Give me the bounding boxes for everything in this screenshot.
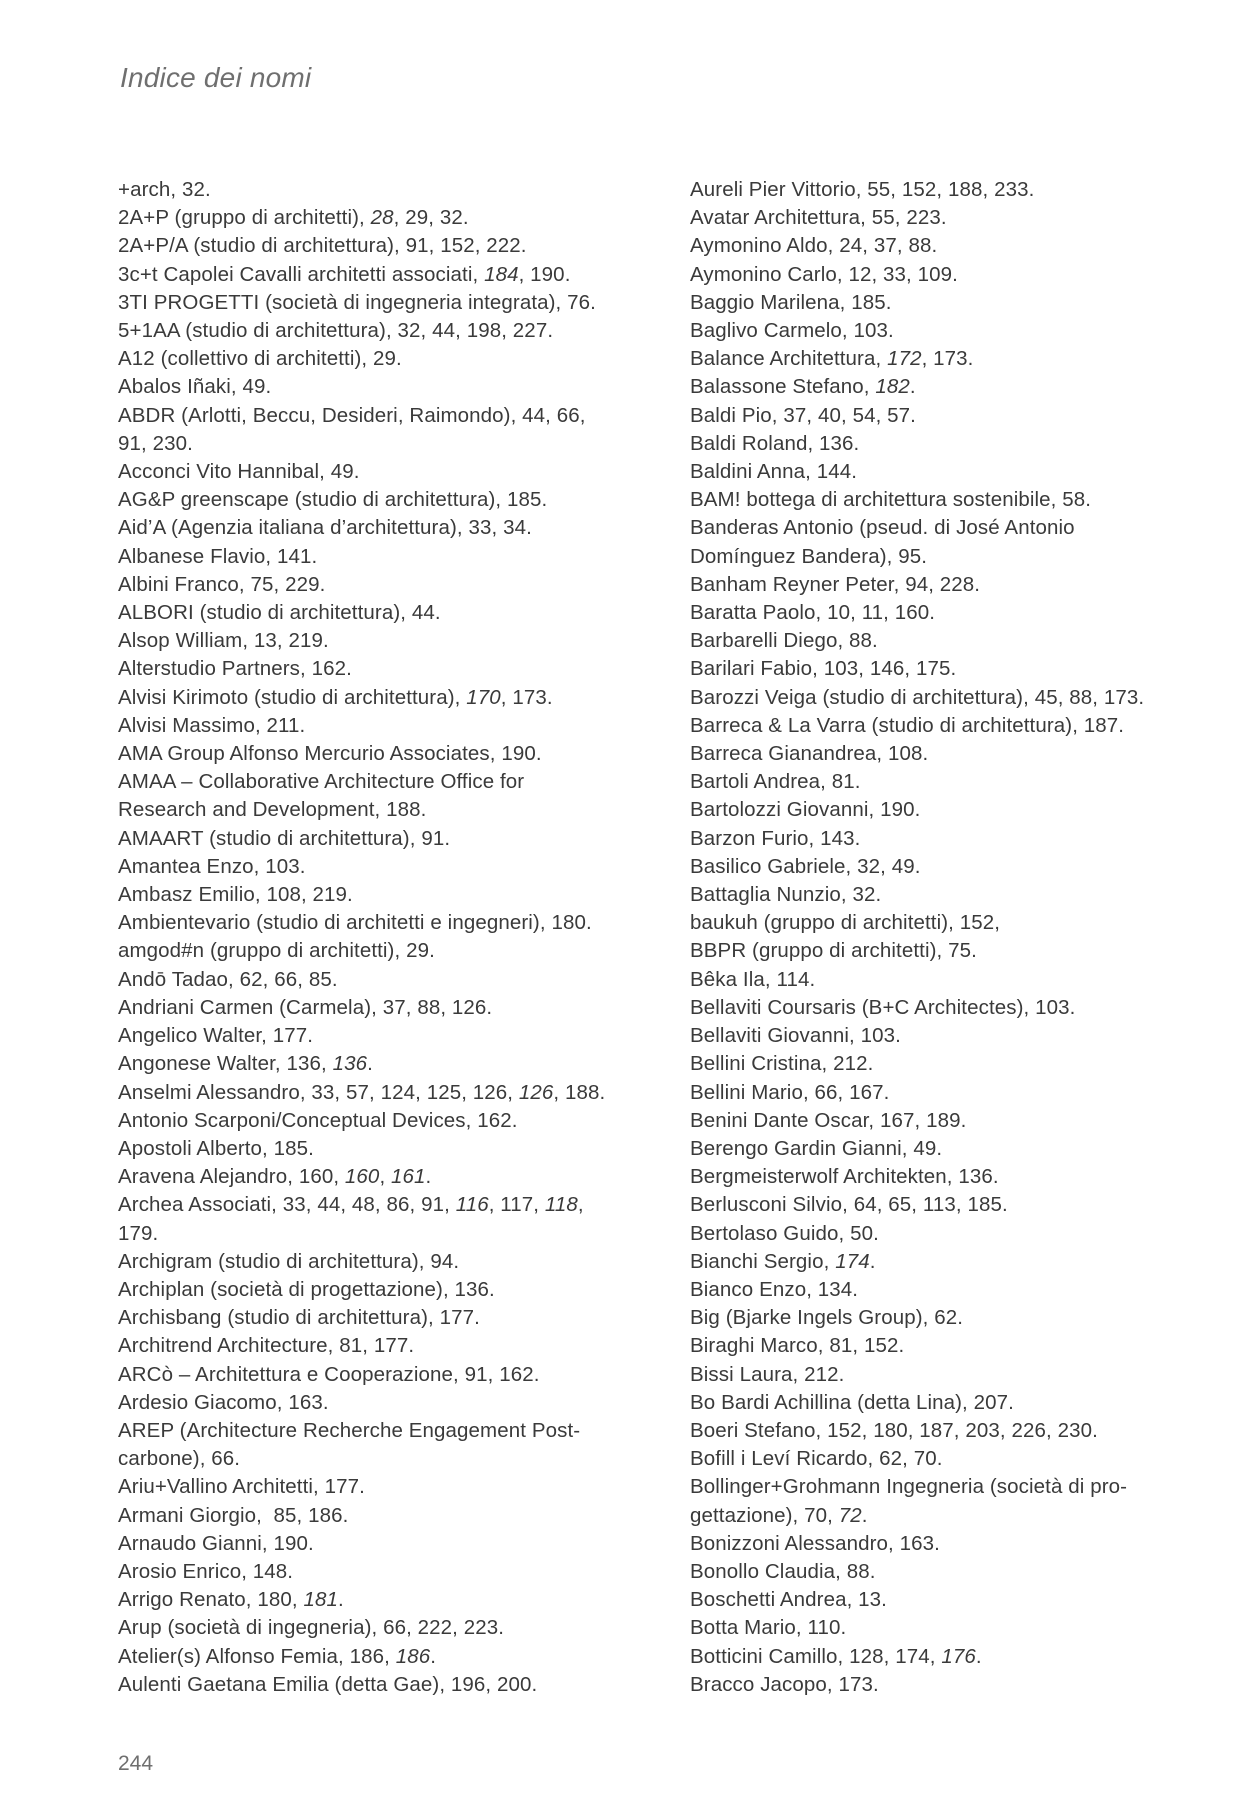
index-entry-text: amgod#n (gruppo di architetti), 29. bbox=[118, 939, 435, 963]
index-entry-text: AMA Group Alfonso Mercurio Associates, 190. bbox=[118, 742, 542, 766]
index-entry-text: BAM! bottega di architettura sostenibile, 58. bbox=[690, 488, 1092, 512]
index-line bbox=[118, 1079, 605, 1107]
index-pageref-italic: 182 bbox=[875, 375, 910, 399]
index-line bbox=[118, 599, 605, 627]
index-line bbox=[690, 966, 1144, 994]
index-entry-text: . bbox=[367, 1052, 373, 1076]
index-entry-text: Arup (società di ingegneria), 66, 222, 223. bbox=[118, 1616, 505, 1640]
index-entry-text: AG&P greenscape (studio di architettura), 185. bbox=[118, 488, 548, 512]
index-line bbox=[118, 261, 605, 289]
index-entry-text: Barreca Gianandrea, 108. bbox=[690, 742, 929, 766]
index-line bbox=[690, 373, 1144, 401]
index-line bbox=[690, 317, 1144, 345]
index-line bbox=[690, 909, 1144, 937]
index-entry-text: Bergmeisterwolf Architekten, 136. bbox=[690, 1165, 999, 1189]
index-entry-text: Aulenti Gaetana Emilia (detta Gae), 196, 200. bbox=[118, 1672, 538, 1696]
index-line bbox=[118, 937, 605, 965]
index-entry-text: Alvisi Kirimoto (studio di architettura), bbox=[118, 685, 467, 709]
index-entry-text: Archisbang (studio di architettura), 177. bbox=[118, 1306, 480, 1330]
index-entry-text: Aymonino Carlo, 12, 33, 109. bbox=[690, 262, 958, 286]
index-entry-text: , bbox=[379, 1165, 392, 1189]
index-line bbox=[118, 1248, 605, 1276]
index-line bbox=[118, 1417, 605, 1445]
index-line bbox=[690, 345, 1144, 373]
index-line bbox=[690, 1389, 1144, 1417]
index-entry-text: Research and Development, 188. bbox=[118, 798, 427, 822]
index-entry-text: Apostoli Alberto, 185. bbox=[118, 1136, 314, 1160]
index-entry-text: 3TI PROGETTI (società di ingegneria integrata), 76. bbox=[118, 290, 596, 314]
index-line bbox=[118, 514, 605, 542]
index-pageref-italic: 28 bbox=[370, 206, 394, 230]
index-entry-text: Alterstudio Partners, 162. bbox=[118, 657, 352, 681]
index-entry-text: +arch, 32. bbox=[118, 178, 211, 201]
index-entry-text: Benini Dante Oscar, 167, 189. bbox=[690, 1108, 967, 1132]
index-line bbox=[690, 1304, 1144, 1332]
index-entry-text: Balance Architettura, bbox=[690, 347, 888, 371]
index-pageref-italic: 116 bbox=[455, 1193, 489, 1217]
index-line bbox=[690, 1530, 1144, 1558]
index-entry-text: Big (Bjarke Ingels Group), 62. bbox=[690, 1306, 964, 1330]
index-entry-text: Amantea Enzo, 103. bbox=[118, 854, 306, 878]
index-line bbox=[118, 881, 605, 909]
index-line bbox=[118, 712, 605, 740]
index-entry-text: Bellaviti Coursaris (B+C Architectes), 103. bbox=[690, 995, 1076, 1019]
index-entry-text: Baldi Roland, 136. bbox=[690, 431, 860, 455]
index-entry-text: Bollinger+Grohmann Ingegneria (società di pro- bbox=[690, 1475, 1128, 1499]
index-entry-text: Bellini Cristina, 212. bbox=[690, 1052, 874, 1076]
index-entry-text: Aravena Alejandro, 160, bbox=[118, 1165, 345, 1189]
index-line bbox=[118, 1304, 605, 1332]
index-entry-text: Bofill i Leví Ricardo, 62, 70. bbox=[690, 1447, 943, 1471]
index-line bbox=[118, 655, 605, 683]
index-line bbox=[118, 740, 605, 768]
index-pageref-italic: 176 bbox=[941, 1644, 976, 1668]
index-line bbox=[690, 1671, 1144, 1699]
page-title: Indice dei nomi bbox=[120, 62, 312, 93]
index-line bbox=[118, 1022, 605, 1050]
index-line bbox=[690, 514, 1144, 542]
index-pageref-italic: 170 bbox=[466, 685, 501, 709]
index-line bbox=[118, 825, 605, 853]
index-line bbox=[118, 1163, 605, 1191]
index-entry-text: carbone), 66. bbox=[118, 1447, 241, 1471]
index-entry-text: Barozzi Veiga (studio di architettura), 45, 88, 173. bbox=[690, 685, 1145, 709]
index-entry-text: Barilari Fabio, 103, 146, 175. bbox=[690, 657, 957, 681]
index-line bbox=[690, 458, 1144, 486]
index-entry-text: . bbox=[975, 1644, 982, 1668]
index-line bbox=[118, 1643, 605, 1671]
index-entry-text: Baggio Marilena, 185. bbox=[690, 290, 892, 314]
index-line bbox=[118, 204, 605, 232]
index-line bbox=[690, 768, 1144, 796]
index-line bbox=[690, 1614, 1144, 1642]
index-pageref-italic: 172 bbox=[887, 347, 922, 371]
index-pageref-italic: 181 bbox=[303, 1588, 338, 1612]
index-entry-text: Archigram (studio di architettura), 94. bbox=[118, 1249, 460, 1273]
index-line bbox=[690, 825, 1144, 853]
index-line bbox=[118, 543, 605, 571]
index-entry-text: Bianco Enzo, 134. bbox=[690, 1277, 859, 1301]
index-line bbox=[118, 430, 605, 458]
index-line bbox=[690, 261, 1144, 289]
index-entry-text: 5+1AA (studio di architettura), 32, 44, 198, 227. bbox=[118, 319, 554, 343]
index-entry-text: Bo Bardi Achillina (detta Lina), 207. bbox=[690, 1390, 1014, 1414]
index-line bbox=[118, 966, 605, 994]
index-line bbox=[690, 881, 1144, 909]
index-line bbox=[690, 289, 1144, 317]
index-line bbox=[118, 684, 605, 712]
index-entry-text: Albini Franco, 75, 229. bbox=[118, 572, 326, 596]
index-line bbox=[118, 317, 605, 345]
index-line bbox=[118, 1445, 605, 1473]
index-line bbox=[690, 599, 1144, 627]
index-entry-text: . bbox=[425, 1165, 432, 1189]
index-line bbox=[690, 1107, 1144, 1135]
index-entry-text: Barbarelli Diego, 88. bbox=[690, 629, 878, 653]
index-line bbox=[690, 937, 1144, 965]
index-entry-text: Baratta Paolo, 10, 11, 160. bbox=[690, 601, 936, 625]
index-line bbox=[118, 768, 605, 796]
index-entry-text: AMAA – Collaborative Architecture Office for bbox=[118, 770, 525, 794]
index-entry-text: Banham Reyner Peter, 94, 228. bbox=[690, 572, 981, 596]
index-entry-text: , bbox=[577, 1193, 584, 1217]
index-line bbox=[690, 1135, 1144, 1163]
index-entry-text: Boeri Stefano, 152, 180, 187, 203, 226, 230. bbox=[690, 1418, 1098, 1442]
index-entry-text: AREP (Architecture Recherche Engagement Post- bbox=[118, 1418, 581, 1442]
index-line bbox=[118, 994, 605, 1022]
index-entry-text: Bissi Laura, 212. bbox=[690, 1362, 845, 1386]
index-line bbox=[690, 543, 1144, 571]
index-entry-text: Bellini Mario, 66, 167. bbox=[690, 1080, 890, 1104]
index-entry-text: Aureli Pier Vittorio, 55, 152, 188, 233. bbox=[690, 178, 1035, 201]
index-line bbox=[118, 1276, 605, 1304]
index-line bbox=[690, 1643, 1144, 1671]
index-line bbox=[690, 1050, 1144, 1078]
index-pageref-italic: 126 bbox=[518, 1080, 554, 1104]
index-entry-text: Angelico Walter, 177. bbox=[118, 1024, 314, 1048]
index-line bbox=[118, 1191, 605, 1219]
index-line bbox=[118, 373, 605, 401]
index-line bbox=[690, 232, 1144, 260]
index-entry-text: Acconci Vito Hannibal, 49. bbox=[118, 460, 360, 484]
index-pageref-italic: 72 bbox=[838, 1503, 862, 1527]
index-line bbox=[690, 994, 1144, 1022]
index-line bbox=[118, 853, 605, 881]
index-entry-text: Andō Tadao, 62, 66, 85. bbox=[118, 967, 338, 991]
index-entry-text: Antonio Scarponi/Conceptual Devices, 162. bbox=[118, 1108, 518, 1132]
index-entry-text: Boschetti Andrea, 13. bbox=[690, 1588, 887, 1612]
index-pageref-italic: 186 bbox=[395, 1644, 431, 1668]
index-entry-text: gettazione), 70, bbox=[690, 1503, 839, 1527]
index-entry-text: . bbox=[909, 375, 916, 399]
index-line bbox=[690, 486, 1144, 514]
index-entry-text: Armani Giorgio, 85, 186. bbox=[118, 1503, 349, 1527]
index-line bbox=[118, 1107, 605, 1135]
index-entry-text: , 117, bbox=[488, 1193, 545, 1217]
index-line bbox=[690, 1163, 1144, 1191]
index-entry-text: Botta Mario, 110. bbox=[690, 1616, 847, 1640]
index-pageref-italic: 174 bbox=[835, 1249, 870, 1273]
index-line bbox=[690, 1473, 1144, 1501]
index-entry-text: Banderas Antonio (pseud. di José Antonio bbox=[690, 516, 1075, 540]
index-entry-text: Angonese Walter, 136, bbox=[118, 1052, 333, 1076]
index-entry-text: ABDR (Arlotti, Beccu, Desideri, Raimondo), 44, 66, bbox=[118, 403, 586, 427]
index-line bbox=[690, 571, 1144, 599]
index-entry-text: Arosio Enrico, 148. bbox=[118, 1559, 294, 1583]
index-entry-text: Baglivo Carmelo, 103. bbox=[690, 319, 894, 343]
index-entry-text: Bianchi Sergio, bbox=[690, 1249, 836, 1273]
index-entry-text: Biraghi Marco, 81, 152. bbox=[690, 1334, 905, 1358]
index-line bbox=[690, 627, 1144, 655]
index-entry-text: Aid’A (Agenzia italiana d’architettura), 33, 34. bbox=[118, 516, 532, 540]
index-pageref-italic: 118 bbox=[544, 1193, 578, 1217]
index-entry-text: , 173. bbox=[921, 347, 974, 371]
index-line bbox=[690, 1361, 1144, 1389]
index-pageref-italic: 161 bbox=[391, 1165, 426, 1189]
index-line bbox=[118, 1558, 605, 1586]
index-line bbox=[690, 1417, 1144, 1445]
index-entry-text: . bbox=[338, 1588, 344, 1612]
index-line bbox=[118, 796, 605, 824]
index-entry-text: 3c+t Capolei Cavalli architetti associati, bbox=[118, 262, 485, 286]
index-entry-text: Barzon Furio, 143. bbox=[690, 826, 861, 850]
index-line bbox=[118, 345, 605, 373]
index-line bbox=[118, 1586, 605, 1614]
index-entry-text: Archiplan (società di progettazione), 136. bbox=[118, 1277, 495, 1301]
index-line bbox=[690, 1586, 1144, 1614]
index-entry-text: Bêka Ila, 114. bbox=[690, 967, 816, 991]
index-entry-text: Arnaudo Gianni, 190. bbox=[118, 1531, 314, 1555]
index-line bbox=[118, 232, 605, 260]
index-entry-text: Architrend Architecture, 81, 177. bbox=[118, 1334, 415, 1358]
index-line bbox=[118, 1332, 605, 1360]
index-pageref-italic: 160 bbox=[344, 1165, 380, 1189]
index-line bbox=[118, 402, 605, 430]
index-line bbox=[690, 1445, 1144, 1473]
index-line bbox=[690, 740, 1144, 768]
index-line bbox=[118, 1530, 605, 1558]
index-entry-text: Abalos Iñaki, 49. bbox=[118, 375, 272, 399]
index-entry-text: 179. bbox=[118, 1221, 159, 1245]
index-entry-text: BBPR (gruppo di architetti), 75. bbox=[690, 939, 977, 963]
index-line bbox=[118, 1135, 605, 1163]
index-entry-text: Bertolaso Guido, 50. bbox=[690, 1221, 879, 1245]
index-line bbox=[690, 402, 1144, 430]
index-line bbox=[118, 627, 605, 655]
index-entry-text: Balassone Stefano, bbox=[690, 375, 876, 399]
index-entry-text: Domínguez Bandera), 95. bbox=[690, 544, 928, 568]
index-entry-text: Anselmi Alessandro, 33, 57, 124, 125, 126, bbox=[118, 1080, 519, 1104]
index-column-left bbox=[118, 176, 605, 1699]
index-entry-text: Baldini Anna, 144. bbox=[690, 460, 858, 484]
index-entry-text: Berlusconi Silvio, 64, 65, 113, 185. bbox=[690, 1193, 1008, 1217]
index-entry-text: Baldi Pio, 37, 40, 54, 57. bbox=[690, 403, 916, 427]
index-line bbox=[690, 1332, 1144, 1360]
index-entry-text: Barreca & La Varra (studio di architettura), 187. bbox=[690, 713, 1125, 737]
index-entry-text: Bracco Jacopo, 173. bbox=[690, 1672, 879, 1696]
index-entry-text: ALBORI (studio di architettura), 44. bbox=[118, 601, 441, 625]
index-entry-text: Albanese Flavio, 141. bbox=[118, 544, 318, 568]
index-line bbox=[690, 712, 1144, 740]
index-entry-text: Berengo Gardin Gianni, 49. bbox=[690, 1136, 943, 1160]
index-line bbox=[690, 655, 1144, 683]
index-entry-text: Bonizzoni Alessandro, 163. bbox=[690, 1531, 940, 1555]
index-entry-text: Bartoli Andrea, 81. bbox=[690, 770, 861, 794]
index-entry-text: . bbox=[861, 1503, 868, 1527]
index-entry-text: 91, 230. bbox=[118, 431, 193, 455]
index-entry-text: A12 (collettivo di architetti), 29. bbox=[118, 347, 402, 371]
index-entry-text: Atelier(s) Alfonso Femia, 186, bbox=[118, 1644, 396, 1668]
index-line bbox=[690, 1276, 1144, 1304]
index-entry-text: ARCò – Architettura e Cooperazione, 91, 162. bbox=[118, 1362, 540, 1386]
index-pageref-italic: 184 bbox=[484, 262, 519, 286]
index-line bbox=[118, 176, 605, 204]
index-line bbox=[690, 1220, 1144, 1248]
index-entry-text: Alvisi Massimo, 211. bbox=[118, 713, 306, 737]
index-entry-text: Botticini Camillo, 128, 174, bbox=[690, 1644, 942, 1668]
index-line bbox=[118, 289, 605, 317]
index-entry-text: Aymonino Aldo, 24, 37, 88. bbox=[690, 234, 938, 258]
index-line bbox=[118, 458, 605, 486]
index-entry-text: , 173. bbox=[500, 685, 553, 709]
index-line bbox=[118, 1220, 605, 1248]
index-line bbox=[118, 1473, 605, 1501]
index-line bbox=[690, 1191, 1144, 1219]
index-line bbox=[118, 571, 605, 599]
index-entry-text: Avatar Architettura, 55, 223. bbox=[690, 206, 947, 230]
index-entry-text: Battaglia Nunzio, 32. bbox=[690, 883, 882, 907]
index-line bbox=[118, 486, 605, 514]
index-entry-text: 2A+P (gruppo di architetti), bbox=[118, 206, 371, 230]
index-line bbox=[690, 1558, 1144, 1586]
index-entry-text: Andriani Carmen (Carmela), 37, 88, 126. bbox=[118, 995, 493, 1019]
index-entry-text: Archea Associati, 33, 44, 48, 86, 91, bbox=[118, 1193, 456, 1217]
index-line bbox=[690, 1248, 1144, 1276]
index-line bbox=[118, 1671, 605, 1699]
index-line bbox=[118, 1389, 605, 1417]
index-entry-text: Ambientevario (studio di architetti e ingegneri), 180. bbox=[118, 911, 592, 935]
index-line bbox=[118, 1361, 605, 1389]
page-number: 244 bbox=[118, 1752, 154, 1775]
index-entry-text: baukuh (gruppo di architetti), 152, bbox=[690, 911, 1001, 935]
index-line bbox=[118, 909, 605, 937]
index-line bbox=[690, 1022, 1144, 1050]
index-entry-text: 2A+P/A (studio di architettura), 91, 152, 222. bbox=[118, 234, 527, 258]
index-line bbox=[690, 1079, 1144, 1107]
index-line bbox=[690, 853, 1144, 881]
index-line bbox=[118, 1050, 605, 1078]
index-entry-text: Ardesio Giacomo, 163. bbox=[118, 1390, 329, 1414]
index-entry-text: AMAART (studio di architettura), 91. bbox=[118, 826, 451, 850]
index-entry-text: Ariu+Vallino Architetti, 177. bbox=[118, 1475, 365, 1499]
index-entry-text: Alsop William, 13, 219. bbox=[118, 629, 329, 653]
index-entry-text: Bonollo Claudia, 88. bbox=[690, 1559, 876, 1583]
index-line bbox=[690, 1502, 1144, 1530]
index-line bbox=[690, 430, 1144, 458]
index-line bbox=[690, 796, 1144, 824]
index-entry-text: , 29, 32. bbox=[393, 206, 469, 230]
index-entry-text: Bellaviti Giovanni, 103. bbox=[690, 1024, 901, 1048]
index-entry-text: Arrigo Renato, 180, bbox=[118, 1588, 304, 1612]
index-entry-text: . bbox=[430, 1644, 437, 1668]
index-entry-text: Bartolozzi Giovanni, 190. bbox=[690, 798, 921, 822]
index-entry-text: . bbox=[869, 1249, 876, 1273]
index-line bbox=[690, 684, 1144, 712]
index-entry-text: Ambasz Emilio, 108, 219. bbox=[118, 883, 353, 907]
index-line bbox=[118, 1502, 605, 1530]
index-line bbox=[690, 204, 1144, 232]
index-line bbox=[690, 176, 1144, 204]
index-pageref-italic: 136 bbox=[332, 1052, 368, 1076]
index-entry-text: , 190. bbox=[518, 262, 571, 286]
index-line bbox=[118, 1614, 605, 1642]
index-entry-text: Basilico Gabriele, 32, 49. bbox=[690, 854, 921, 878]
index-entry-text: , 188. bbox=[553, 1080, 606, 1104]
index-column-right bbox=[690, 176, 1144, 1699]
